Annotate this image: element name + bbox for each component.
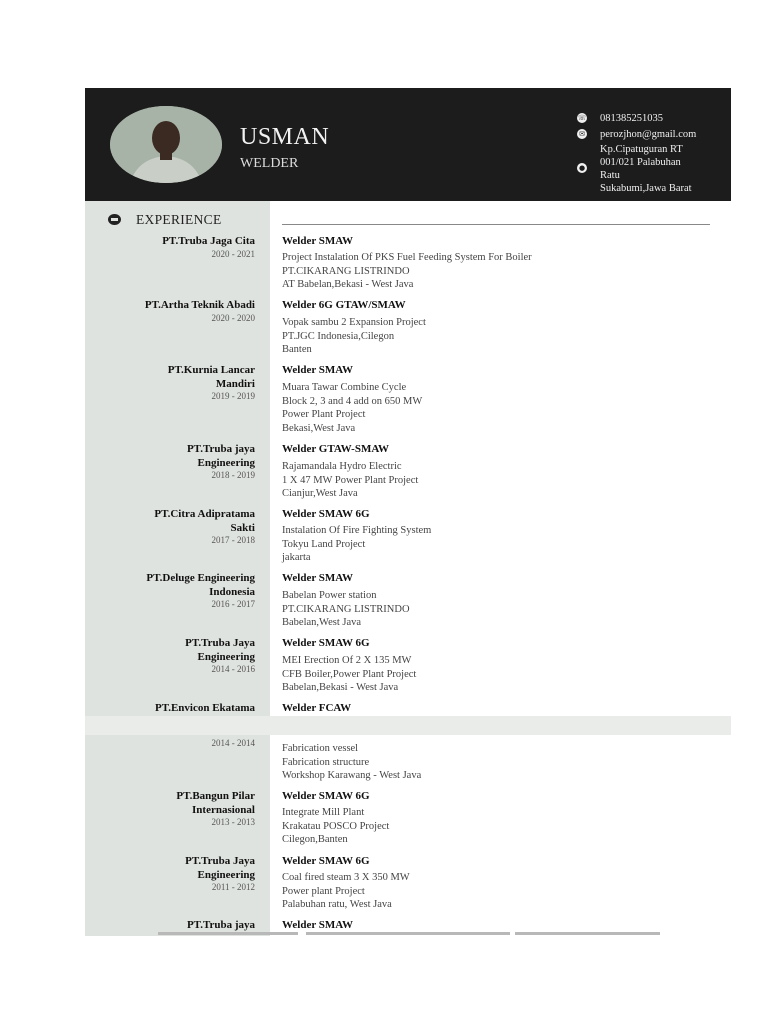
company-name: PT.Truba jaya	[186, 919, 255, 931]
address	[600, 143, 692, 195]
job-years: 2014 - 2016	[211, 664, 255, 674]
address-line: Kp.Cipatuguran RT	[600, 144, 683, 155]
job-years: 2011 - 2012	[211, 882, 255, 892]
job-details: MEI Erection Of 2 X 135 MW CFB Boiler,Power Plant Project Babelan,Bekasi - West Java	[282, 655, 417, 694]
job-title: Welder SMAW 6G	[282, 790, 370, 802]
job-years: 2020 - 2020	[211, 313, 255, 323]
resume-header	[85, 88, 731, 201]
job-years: 2016 - 2017	[211, 599, 255, 609]
page-break-band	[85, 716, 731, 735]
job-details: Muara Tawar Combine Cycle Block 2, 3 and 4 add on 650 MW Power Plant Project Bekasi,West Java	[282, 382, 423, 434]
company-name: PT.Kurnia Lancar Mandiri	[167, 364, 255, 390]
location-icon: ●	[578, 164, 586, 172]
phone-number: 081385251035	[600, 113, 663, 124]
job-title: Welder SMAW	[282, 364, 353, 376]
person-photo-icon	[110, 106, 222, 183]
job-years: 2019 - 2019	[211, 391, 255, 401]
job-title: Welder SMAW	[282, 919, 353, 931]
job-title: Welder FCAW	[282, 702, 352, 714]
footer-divider	[306, 932, 510, 935]
job-title: Welder SMAW	[282, 235, 353, 247]
job-title: Welder SMAW	[282, 572, 353, 584]
email-icon: ✉	[577, 129, 587, 139]
job-details: Integrate Mill Plant Krakatau POSCO Project Cilegon,Banten	[282, 807, 390, 846]
job-years: 2018 - 2019	[211, 470, 255, 480]
company-name: PT.Truba jaya Engineering	[186, 443, 255, 469]
job-title: Welder 6G GTAW/SMAW	[282, 299, 406, 311]
job-title: Welder GTAW-SMAW	[282, 443, 390, 455]
profile-photo	[110, 106, 222, 183]
company-name: PT.Bangun Pilar Internasional	[176, 790, 255, 816]
job-details: Vopak sambu 2 Expansion Project PT.JGC Indonesia,Cilegon Banten	[282, 317, 426, 356]
section-divider	[282, 224, 710, 225]
phone-icon: ☏	[577, 114, 587, 122]
address-line: Sukabumi,Jawa Barat	[600, 183, 692, 194]
job-title: Welder SMAW 6G	[282, 637, 370, 649]
briefcase-icon	[108, 214, 121, 225]
email-address: perozjhon@gmail.com	[600, 129, 697, 140]
job-details: Fabrication vessel Fabrication structure Workshop Karawang - West Java	[282, 743, 422, 782]
company-name: PT.Truba Jaya Engineering	[185, 637, 255, 663]
candidate-role: WELDER	[240, 156, 299, 171]
footer-divider	[158, 932, 298, 935]
job-details: Babelan Power station PT.CIKARANG LISTRINDO Babelan,West Java	[282, 590, 410, 629]
job-years: 2017 - 2018	[211, 535, 255, 545]
job-details: Instalation Of Fire Fighting System Tokyu Land Project jakarta	[282, 525, 432, 564]
company-name: PT.Artha Teknik Abadi	[144, 299, 255, 311]
section-title: EXPERIENCE	[136, 212, 222, 227]
job-title: Welder SMAW 6G	[282, 508, 370, 520]
address-line: Ratu	[600, 170, 620, 181]
job-details: Rajamandala Hydro Electric 1 X 47 MW Power Plant Project Cianjur,West Java	[282, 461, 419, 500]
job-details: Coal fired steam 3 X 350 MW Power plant Project Palabuhan ratu, West Java	[282, 872, 410, 911]
company-name: PT.Truba Jaya Engineering	[185, 855, 255, 881]
job-years: 2013 - 2013	[211, 817, 255, 827]
candidate-name: USMAN	[240, 124, 330, 150]
job-details: Project Instalation Of PKS Fuel Feeding System For Boiler PT.CIKARANG LISTRINDO AT Babelan,Bekasi - West Java	[282, 252, 532, 291]
company-name: PT.Truba Jaga Cita	[162, 235, 255, 247]
job-years: 2014 - 2014	[211, 738, 255, 748]
job-years: 2020 - 2021	[211, 249, 255, 259]
footer-divider	[515, 932, 660, 935]
company-name: PT.Deluge Engineering Indonesia	[146, 572, 255, 598]
company-name: PT.Citra Adipratama Sakti	[154, 508, 255, 534]
address-line: 001/021 Palabuhan	[600, 157, 681, 168]
company-name: PT.Envicon Ekatama	[154, 702, 255, 714]
job-title: Welder SMAW 6G	[282, 855, 370, 867]
